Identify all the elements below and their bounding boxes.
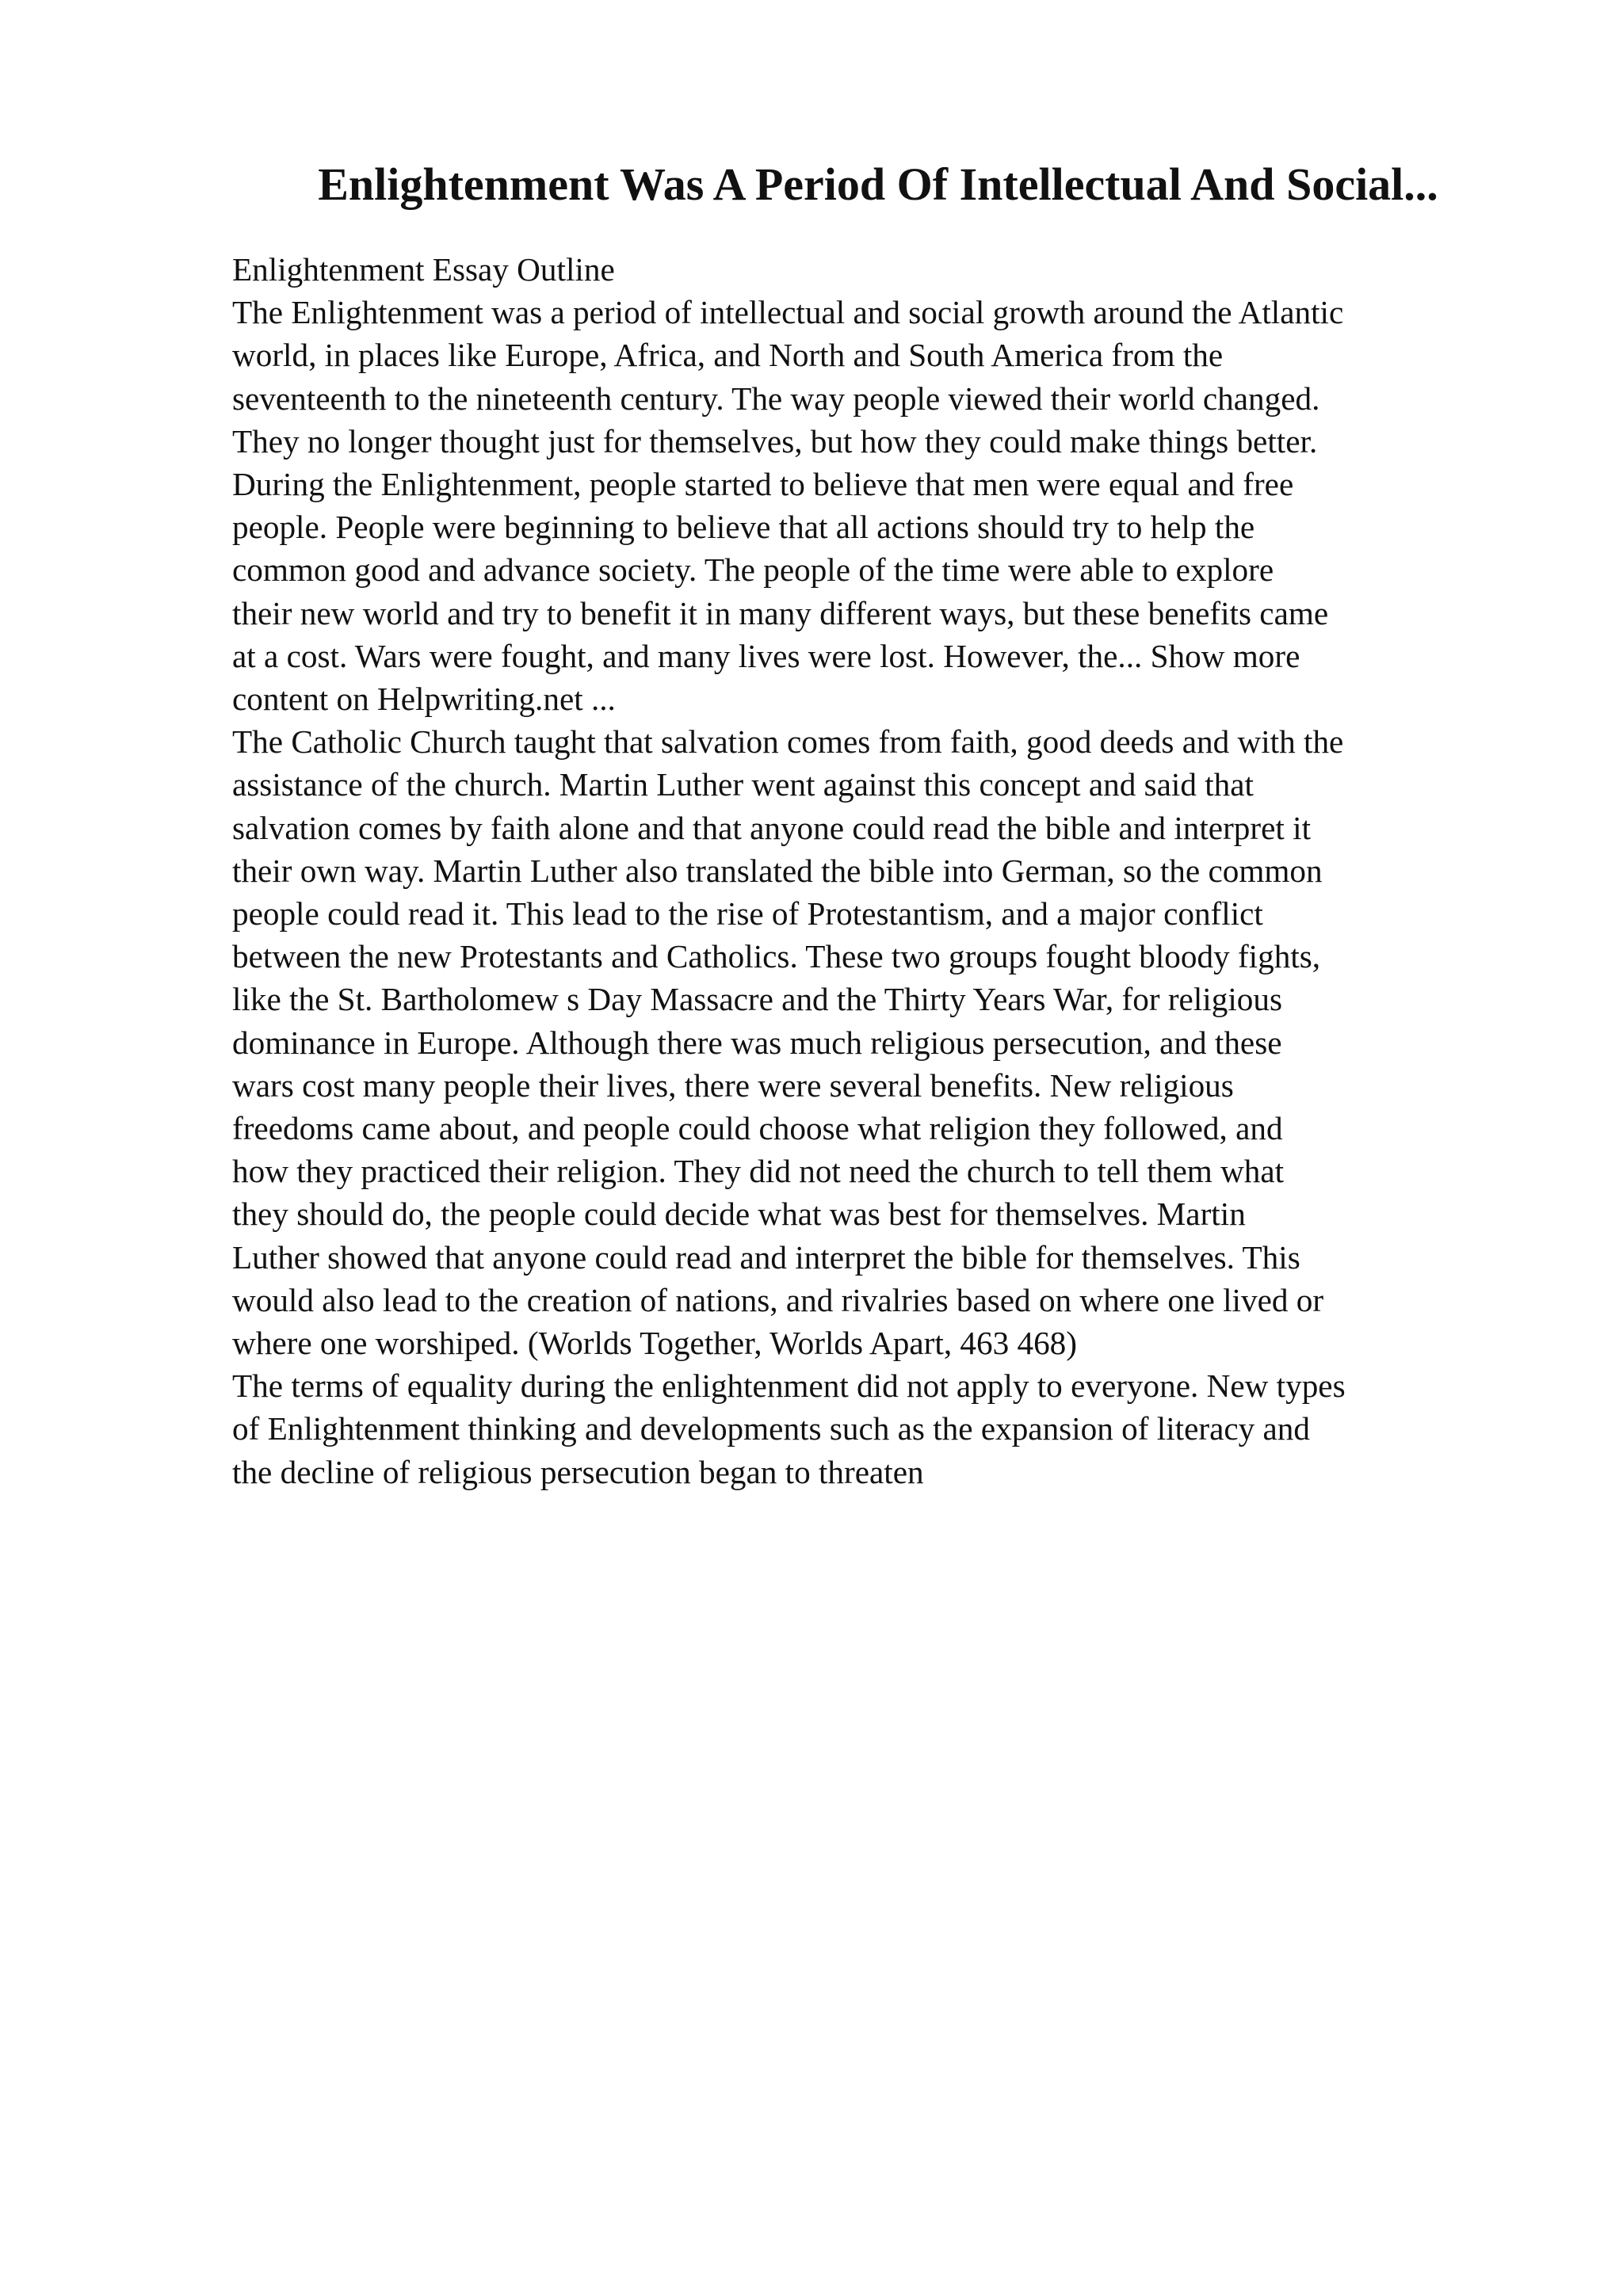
- document-body: [232, 248, 1532, 1493]
- text-line: seventeenth to the nineteenth century. The way people viewed their world changed.: [232, 379, 1320, 417]
- text-line: how they practiced their religion. They did not need the church to tell them what: [232, 1153, 1285, 1190]
- text-line: between the new Protestants and Catholics. These two groups fought bloody fights,: [232, 938, 1321, 975]
- text-line: their new world and try to benefit it in many different ways, but these benefits came: [232, 594, 1329, 631]
- text-line: They no longer thought just for themselves, but how they could make things better.: [232, 422, 1318, 460]
- text-line: people could read it. This lead to the rise of Protestantism, and a major conflict: [232, 895, 1263, 933]
- section-heading: Enlightenment Essay Outline: [232, 251, 615, 288]
- text-line: like the St. Bartholomew s Day Massacre and the Thirty Years War, for religious: [232, 981, 1282, 1018]
- text-line: The terms of equality during the enlightenment did not apply to everyone. New types: [232, 1367, 1346, 1405]
- text-line: at a cost. Wars were fought, and many lives were lost. However, the... Show more: [232, 637, 1300, 674]
- text-line: world, in places like Europe, Africa, and North and South America from the: [232, 337, 1224, 374]
- text-line: the decline of religious persecution began to threaten: [232, 1453, 924, 1490]
- text-line: salvation comes by faith alone and that anyone could read the bible and interpret it: [232, 809, 1312, 846]
- text-line: The Catholic Church taught that salvation comes from faith, good deeds and with the: [232, 723, 1344, 761]
- text-line: freedoms came about, and people could choose what religion they followed, and: [232, 1110, 1283, 1147]
- text-line: content on Helpwriting.net ...: [232, 681, 616, 718]
- text-line: Luther showed that anyone could read and interpret the bible for themselves. This: [232, 1238, 1300, 1276]
- document-title: Enlightenment Was A Period Of Intellectual And Social...: [318, 158, 1438, 210]
- text-line: common good and advance society. The people of the time were able to explore: [232, 551, 1274, 589]
- text-line: During the Enlightenment, people started to believe that men were equal and free: [232, 466, 1294, 503]
- text-line: would also lead to the creation of nations, and rivalries based on where one lived or: [232, 1281, 1324, 1318]
- text-line: where one worshiped. (Worlds Together, Worlds Apart, 463 468): [232, 1325, 1077, 1362]
- text-line: wars cost many people their lives, there were several benefits. New religious: [232, 1066, 1234, 1104]
- text-line: their own way. Martin Luther also translated the bible into German, so the common: [232, 852, 1323, 889]
- text-line: dominance in Europe. Although there was much religious persecution, and these: [232, 1024, 1282, 1061]
- text-line: The Enlightenment was a period of intellectual and social growth around the Atlantic: [232, 294, 1344, 331]
- text-line: assistance of the church. Martin Luther went against this concept and said that: [232, 766, 1254, 803]
- text-line: of Enlightenment thinking and developments such as the expansion of literacy and: [232, 1410, 1310, 1447]
- text-line: people. People were beginning to believe that all actions should try to help the: [232, 509, 1255, 546]
- text-line: they should do, the people could decide what was best for themselves. Martin: [232, 1196, 1246, 1233]
